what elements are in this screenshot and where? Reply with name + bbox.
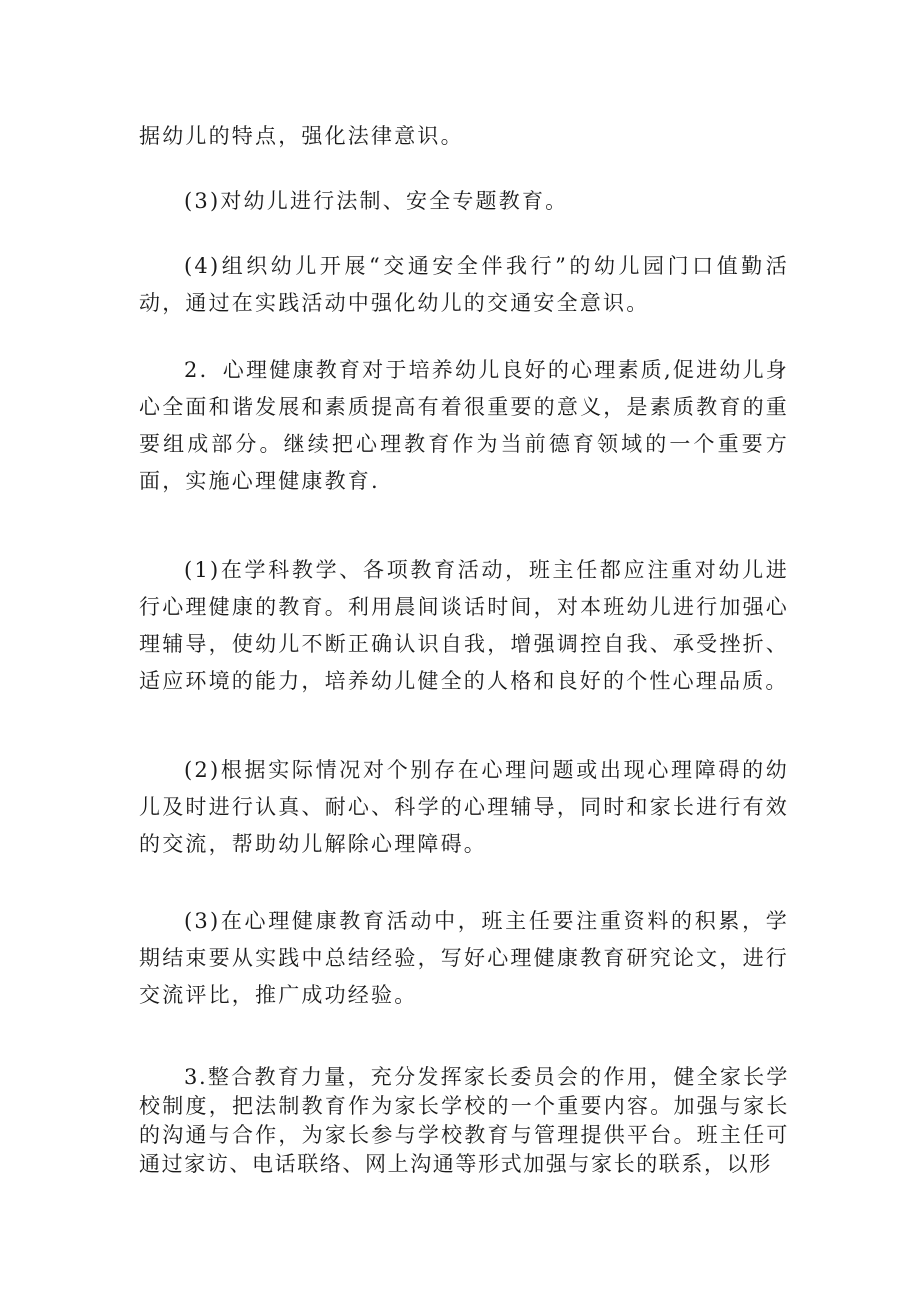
paragraph-item-4-traffic-safety: (4)组织幼儿开展“交通安全伴我行”的幼儿园门口值勤活动，通过在实践活动中强化幼儿的交通安全意识。 [139,254,789,315]
paragraph-section-2-mental-health: 2．心理健康教育对于培养幼儿良好的心理素质,促进幼儿身心全面和谐发展和素质提高有着很重要的意义，是素质教育的重要组成部分。继续把心理教育作为当前德育领域的一个重要方面，实施心理健康教育. [139,358,789,493]
paragraph-continuation: 据幼儿的特点，强化法律意识。 [139,124,464,148]
paragraph-item-3-research: (3)在心理健康教育活动中，班主任要注重资料的积累，学期结束要从实践中总结经验，写好心理健康教育研究论文，进行交流评比，推广成功经验。 [139,909,789,1007]
paragraph-item-1-mental-health-teaching: (1)在学科教学、各项教育活动，班主任都应注重对幼儿进行心理健康的教育。利用晨间谈话时间，对本班幼儿进行加强心理辅导，使幼儿不断正确认识自我，增强调控自我、承受挫折、适应环境的能力，培养幼儿健全的人格和良好的个性心理品质。 [139,558,789,693]
paragraph-item-3-safety-education: (3)对幼儿进行法制、安全专题教育。 [184,189,569,213]
paragraph-section-3-family-cooperation: 3.整合教育力量，充分发挥家长委员会的作用，健全家长学校制度，把法制教育作为家长学校的一个重要内容。加强与家长的沟通与合作，为家长参与学校教育与管理提供平台。班主任可通过家访、电话联络、网上沟通等形式加强与家长的联系，以形 [139,1065,789,1176]
paragraph-item-2-counseling: (2)根据实际情况对个别存在心理问题或出现心理障碍的幼儿及时进行认真、耐心、科学的心理辅导，同时和家长进行有效的交流，帮助幼儿解除心理障碍。 [139,758,789,856]
